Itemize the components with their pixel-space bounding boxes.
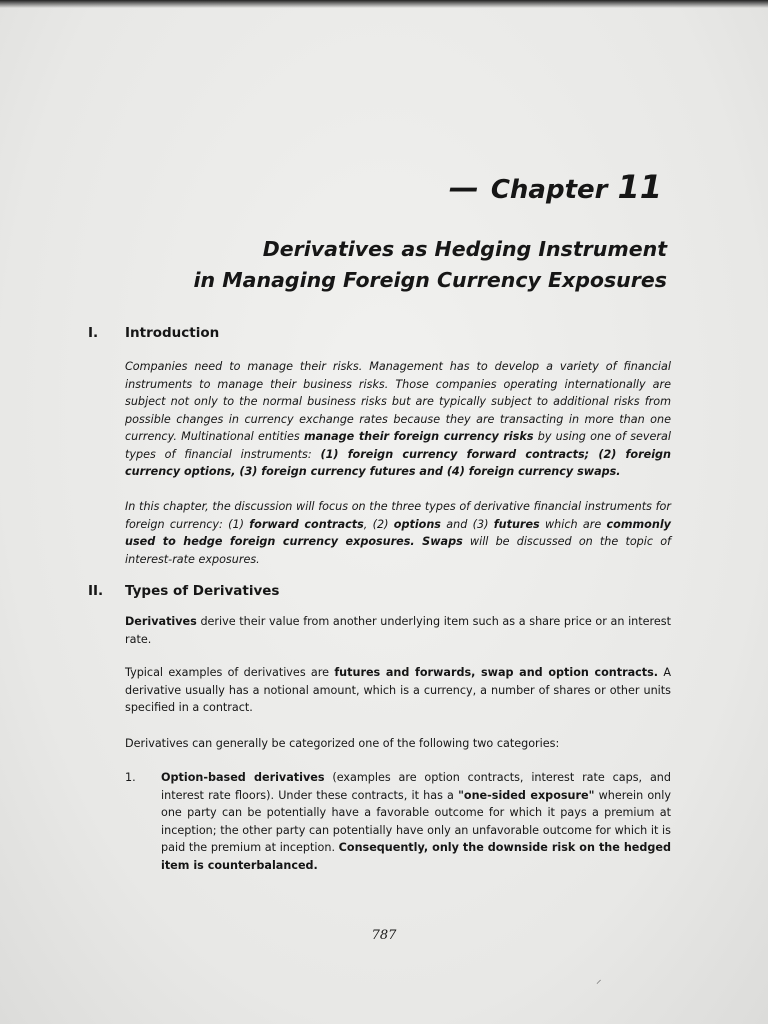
- types-paragraph-3: [125, 735, 671, 753]
- text-run: A derivative usually has a notional amount, which is a currency, a number of shares or other units specified in a contract.: [125, 666, 671, 714]
- page-number: 787: [371, 928, 397, 943]
- bold-text-run: Option-based derivatives: [161, 771, 325, 784]
- intro-paragraph-1: [125, 358, 671, 481]
- section-title: Types of Derivatives: [125, 583, 280, 599]
- text-run: (examples are option contracts, interest rate caps, and interest rate floors). Under these contracts, it has a: [161, 771, 671, 802]
- page-top-shadow: [0, 0, 768, 8]
- bold-text-run: commonly used to hedge foreign currency exposures. Swaps: [125, 517, 671, 548]
- section-heading-introduction: [88, 325, 219, 341]
- section-number: I.: [88, 325, 99, 341]
- chapter-dash: —: [448, 171, 479, 206]
- text-run: , (2): [363, 517, 394, 531]
- bold-text-run: manage their foreign currency risks: [303, 430, 534, 443]
- text-run: wherein only one party can be potentially have a favorable outcome for which it pays a premium at inception; the other party can potentially have only an unfavorable outcome for which it is paid the premium at inception.: [161, 788, 671, 854]
- chapter-label: Chapter: [490, 175, 608, 205]
- text-run: by using one of several types of financial instruments:: [125, 430, 671, 461]
- types-paragraph-1: [125, 613, 671, 648]
- text-run: derive their value from another underlying item such as a share price or an interest rate.: [125, 615, 671, 646]
- types-paragraph-2: [125, 664, 671, 717]
- bold-text-run: (1) foreign currency forward contracts; (2) foreign currency options, (3) foreign currency futures and (4) foreign currency swaps.: [125, 447, 672, 478]
- text-run: Derivatives can generally be categorized one of the following two categories:: [125, 737, 560, 750]
- bold-text-run: forward contracts: [249, 517, 364, 531]
- list-item-text: [161, 769, 671, 874]
- bold-text-run: Derivatives: [125, 615, 197, 628]
- section-heading-types-of-derivatives: [88, 583, 279, 599]
- list-item-option-based: [125, 769, 671, 874]
- intro-paragraph-2: [125, 498, 671, 568]
- bold-text-run: options: [393, 517, 441, 531]
- chapter-title-line-1: Derivatives as Hedging Instrument: [262, 237, 667, 261]
- chapter-title: [194, 234, 667, 296]
- text-run: which are: [539, 517, 607, 531]
- bold-text-run: futures and forwards, swap and option contracts.: [334, 666, 659, 679]
- chapter-number: 11: [617, 168, 662, 206]
- text-run: and (3): [440, 517, 494, 531]
- section-number: II.: [88, 583, 104, 599]
- text-run: Typical examples of derivatives are: [125, 666, 335, 679]
- list-item-number: 1.: [125, 771, 136, 784]
- section-title: Introduction: [125, 325, 220, 341]
- bold-text-run: "one-sided exposure": [458, 788, 595, 802]
- text-run: Companies need to manage their risks. Management has to develop a variety of financial instruments to manage their business risks. Those companies operating internationally are subject not only to the normal business risks but are typically subject to additional risks from possible changes in currency exchange rates because they are transacting in more than one currency. Multinational entities: [125, 360, 671, 443]
- chapter-heading: [449, 168, 662, 206]
- chapter-title-line-2: in Managing Foreign Currency Exposures: [193, 268, 667, 292]
- text-run: In this chapter, the discussion will focus on the three types of derivative financial instruments for foreign currency: (1): [125, 500, 671, 531]
- stray-pen-mark: ⸝: [596, 973, 602, 986]
- bold-text-run: Consequently, only the downside risk on the hedged item is counterbalanced.: [161, 841, 671, 872]
- bold-text-run: futures: [493, 517, 540, 531]
- text-run: will be discussed on the topic of interest-rate exposures.: [125, 535, 671, 566]
